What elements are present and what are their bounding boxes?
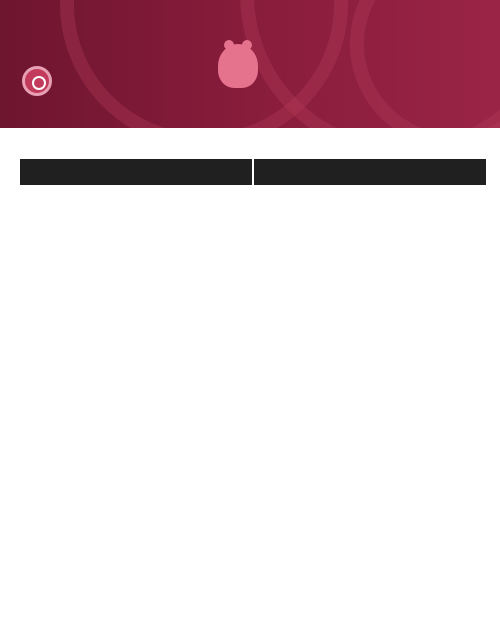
column-header-quarter-final [254,159,486,185]
column-header-qualif [20,159,252,185]
wrestling-logo-icon [22,66,52,96]
snow-leopard-mascot-icon [218,44,258,88]
decorative-ring [350,0,500,128]
event-banner [0,0,500,128]
